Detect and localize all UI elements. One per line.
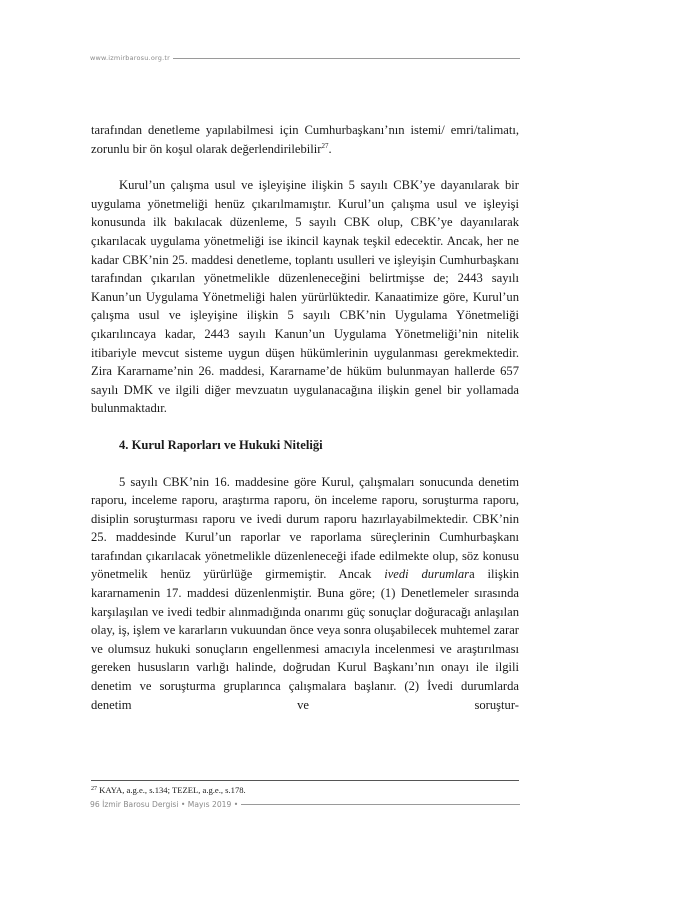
footnote-separator bbox=[91, 780, 519, 781]
footnote-ref: 27 bbox=[321, 141, 329, 150]
footnote-number: 27 bbox=[91, 786, 97, 792]
paragraph-procedure: Kurul’un çalışma usul ve işleyişine ilişkin 5 sayılı CBK’ye dayanılarak bir uygulama yönetmeliği henüz çıkarılmamıştır. Kurul’un çalışma usul ve işleyişi konusunda ilk bakılacak düzenleme, 5 sayılı CBK olup, CBK’ye dayanılarak çıkarılacak uygulama yönetmeliği ise ikincil kaynak teşkil edecektir. Ancak, her ne kadar CBK’nin 25. maddesi denetleme, toplantı usulleri ve işleyişin Cumhurbaşkanı tarafından çıkarılan yönetmelikle düzenleneceğini belirtmişse de; 2443 sayılı Kanun’un Uygulama Yönetmeliği halen yürürlüktedir. Kanaatimize göre, Kurul’un çalışma usul ve işleyişine ilişkin 5 sayılı CBK’nin Uygulama Yönetmeliği çıkarılıncaya kadar, 2443 sayılı Kanun’un Uygulama Yönetmeliği’nin nitelik itibariyle mevcut sisteme uygun düşen hükümlerinin uygulanması gerekmektedir. Zira Kararname’nin 26. maddesi, Kararname’de hüküm bulunmayan hallerde 657 sayılı DMK ve ilgili diğer mevzuatın uygulanacağına ilişkin genel bir yollamada bulunmaktadır. bbox=[91, 178, 519, 416]
emphasis-text: ivedi durumlar bbox=[384, 567, 470, 582]
paragraph-continuation bbox=[91, 121, 519, 158]
paragraph-end: . bbox=[328, 141, 332, 156]
paragraph-reports bbox=[91, 473, 519, 715]
page-footer bbox=[90, 800, 520, 809]
section-heading: 4. Kurul Raporları ve Hukuki Niteliği bbox=[119, 437, 323, 452]
page-header bbox=[90, 54, 520, 62]
paragraph-text: 5 sayılı CBK’nin 16. maddesine göre Kurul, çalışmaları sonucunda denetim raporu, inceleme raporu, araştırma raporu, ön inceleme raporu, soruşturma raporu, disiplin soruşturması raporu ve ivedi durum raporu hazırlayabilmektedir. CBK’nin 25. maddesinde Kurul’un raporlar ve raporlama süreçlerinin Cumhurbaşkanı tarafından çıkarılacak yönetmelikle düzenleneceği ifade edilmekte olup, söz konusu yönetmelik henüz yürürlüğe girmemiştir. Ancak bbox=[91, 474, 519, 582]
footnote bbox=[91, 784, 519, 796]
header-url: www.izmirbarosu.org.tr bbox=[90, 54, 170, 62]
paragraph-text: tarafından denetleme yapılabilmesi için Cumhurbaşkanı’nın istemi/ emri/talimatı, zorunlu bir ön koşul olarak değerlendirilebilir bbox=[91, 123, 519, 156]
paragraph-text: a ilişkin kararnamenin 17. maddesi düzenlenmiştir. Buna göre; (1) Denetlemeler sırasında karşılaşılan ve ivedi tedbir alınmadığında onarımı güç sonuçlar doğuracağı anlaşılan olay, iş, işlem ve kararların vukuundan önce veya sonra oluşabilecek muhtemel zarar ve olumsuz hukuki sonuçların engellenmesi amacıyla incelenmesi ve araştırılması gereken hususların varlığı halinde, doğrudan Kurul Başkanı’nın onayı ile ilgili denetim ve soruşturma gruplarınca çalışmalara başlanır. (2) İvedi durumlarda denetim ve soruştur- bbox=[91, 567, 519, 712]
footer-text: 96 İzmir Barosu Dergisi • Mayıs 2019 • bbox=[90, 800, 239, 809]
footer-rule bbox=[241, 804, 520, 805]
header-rule bbox=[173, 58, 520, 59]
footnote-text: KAYA, a.g.e., s.134; TEZEL, a.g.e., s.178. bbox=[99, 785, 246, 795]
article-body bbox=[91, 121, 519, 714]
